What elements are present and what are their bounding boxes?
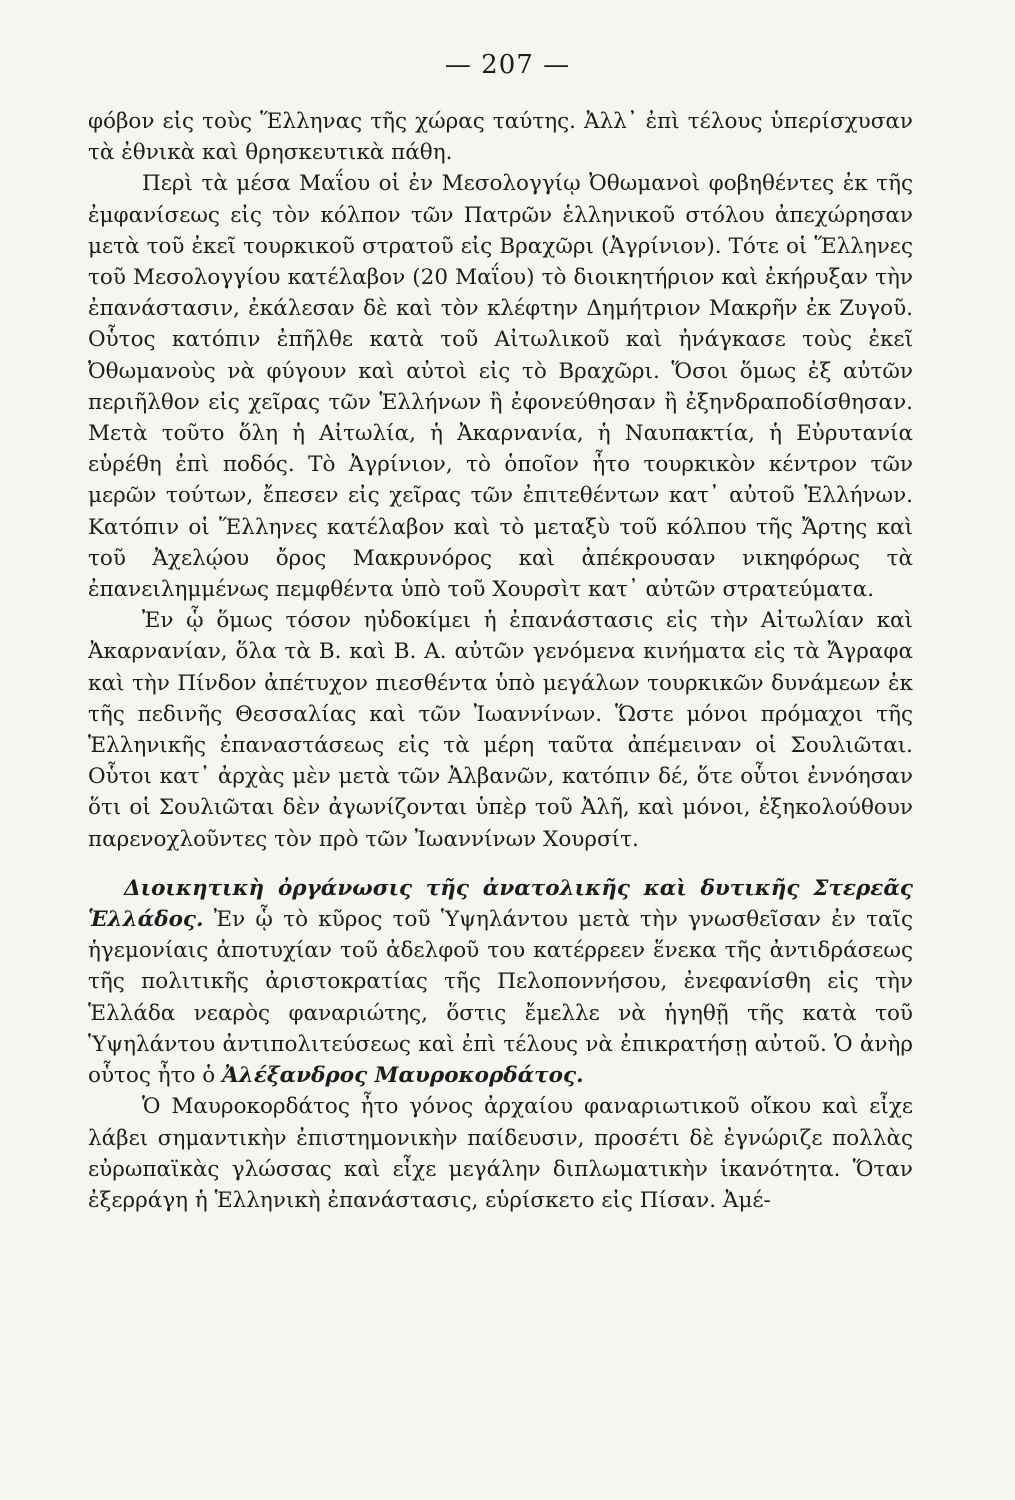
body-text [88,106,913,1216]
paragraph-4-body: Ἐν ᾧ τὸ κῦρος τοῦ Ὑψηλάντου μετὰ τὴν γνωσθεῖσαν ἐν ταῖς ἡγεμονίαις ἀποτυχίαν τοῦ ἀδελφοῦ του κατέρρεεν ἕνεκα τῆς ἀντιδράσεως τῆς πολιτικῆς ἀριστοκρατίας τῆς Πελοποννήσου, ἐνεφανίσθη εἰς τὴν Ἑλλάδα νεαρὸς φαναριώτης, ὅστις ἔμελλε νὰ ἡγηθῇ τῆς κατὰ τοῦ Ὑψηλάντου ἀντιπολιτεύσεως καὶ ἐπὶ τέλους νὰ ἐπικρατήσῃ αὐτοῦ. Ὁ ἀνὴρ οὗτος ἦτο ὁ [88,907,913,1089]
paragraph-5: Ὁ Μαυροκορδάτος ἦτο γόνος ἀρχαίου φαναριωτικοῦ οἴκου καὶ εἶχε λάβει σημαντικὴν ἐπιστημονικὴν παίδευσιν, προσέτι δὲ ἐγνώριζε πολλὰς εὐρωπαϊκὰς γλώσσας καὶ εἶχε μεγάλην διπλωματικὴν ἱκανότητα. Ὅταν ἐξερράγη ἡ Ἑλληνικὴ ἐπανάστασις, εὑρίσκετο εἰς Πίσαν. Ἀμέ- [88,1094,913,1213]
paragraph-3: Ἐν ᾧ ὅμως τόσον ηὐδοκίμει ἡ ἐπανάστασις εἰς τὴν Αἰτωλίαν καὶ Ἀκαρνανίαν, ὅλα τὰ Β. καὶ Β. Α. αὐτῶν γενόμενα κινήματα εἰς τὰ Ἄγραφα καὶ τὴν Πίνδον ἀπέτυχον πιεσθέντα ὑπὸ μεγάλων τουρκικῶν δυνάμεων ἐκ τῆς πεδινῆς Θεσσαλίας καὶ τῶν Ἰωαννίνων. Ὥστε μόνοι πρόμαχοι τῆς Ἑλληνικῆς ἐπαναστάσεως εἰς τὰ μέρη ταῦτα ἀπέμειναν οἱ Σουλιῶται. Οὗτοι κατ᾽ ἀρχὰς μὲν μετὰ τῶν Ἀλβανῶν, κατόπιν δέ, ὅτε οὗτοι ἐννόησαν ὅτι οἱ Σουλιῶται δὲν ἀγωνίζονται ὑπὲρ τοῦ Ἀλῆ, καὶ μόνοι, ἐξηκολούθουν παρενοχλοῦντες τὸν πρὸ τῶν Ἰωαννίνων Χουρσίτ. [88,608,913,852]
page-number: — 207 — [444,50,571,80]
paragraph-4 [88,873,913,1091]
paragraph-2: Περὶ τὰ μέσα Μαΐου οἱ ἐν Μεσολογγίῳ Ὀθωμανοὶ φοβηθέντες ἐκ τῆς ἐμφανίσεως εἰς τὸν κόλπον τῶν Πατρῶν ἑλληνικοῦ στόλου ἀπεχώρησαν μετὰ τοῦ ἐκεῖ τουρκικοῦ στρατοῦ εἰς Βραχῶρι (Ἀγρίνιον). Τότε οἱ Ἕλληνες τοῦ Μεσολογγίου κατέλαβον (20 Μαΐου) τὸ διοικητήριον καὶ ἐκήρυξαν τὴν ἐπανάστασιν, ἐκάλεσαν δὲ καὶ τὸν κλέφτην Δημήτριον Μακρῆν ἐκ Ζυγοῦ. Οὗτος κατόπιν ἐπῆλθε κατὰ τοῦ Αἰτωλικοῦ καὶ ἠνάγκασε τοὺς ἐκεῖ Ὀθωμανοὺς νὰ φύγουν καὶ αὐτοὶ εἰς τὸ Βραχῶρι. Ὅσοι ὅμως ἐξ αὐτῶν περιῆλθον εἰς χεῖρας τῶν Ἑλλήνων ἢ ἐφονεύθησαν ἢ ἐξηνδραποδίσθησαν. Μετὰ τοῦτο ὅλη ἡ Αἰτωλία, ἡ Ἀκαρνανία, ἡ Ναυπακτία, ἡ Εὐρυτανία εὑρέθη ἐπὶ ποδός. Τὸ Ἀγρίνιον, τὸ ὁποῖον ἦτο τουρκικὸν κέντρον τῶν μερῶν τούτων, ἔπεσεν εἰς χεῖρας τῶν ἐπιτεθέντων κατ᾽ αὐτοῦ Ἑλλήνων. Κατόπιν οἱ Ἕλληνες κατέλαβον καὶ τὸ μεταξὺ τοῦ κόλπου τῆς Ἄρτης καὶ τοῦ Ἀχελῴου ὄρος Μακρυνόρος καὶ ἀπέκρουσαν νικηφόρως τὰ ἐπανειλημμένως πεμφθέντα ὑπὸ τοῦ Χουρσὶτ κατ᾽ αὐτῶν στρατεύματα. [88,171,913,603]
section-heading: Διοικητικὴ ὀργάνωσις τῆς ἀνατολικῆς καὶ δυτικῆς Στερεᾶς Ἑλλάδος. [88,875,913,933]
person-name: Ἀλέξανδρος Μαυροκορδάτος. [222,1063,584,1089]
paragraph-1: φόβον εἰς τοὺς Ἕλληνας τῆς χώρας ταύτης. Ἀλλ᾽ ἐπὶ τέλους ὑπερίσχυσαν τὰ ἐθνικὰ καὶ θρησκευτικὰ πάθη. [88,109,913,166]
